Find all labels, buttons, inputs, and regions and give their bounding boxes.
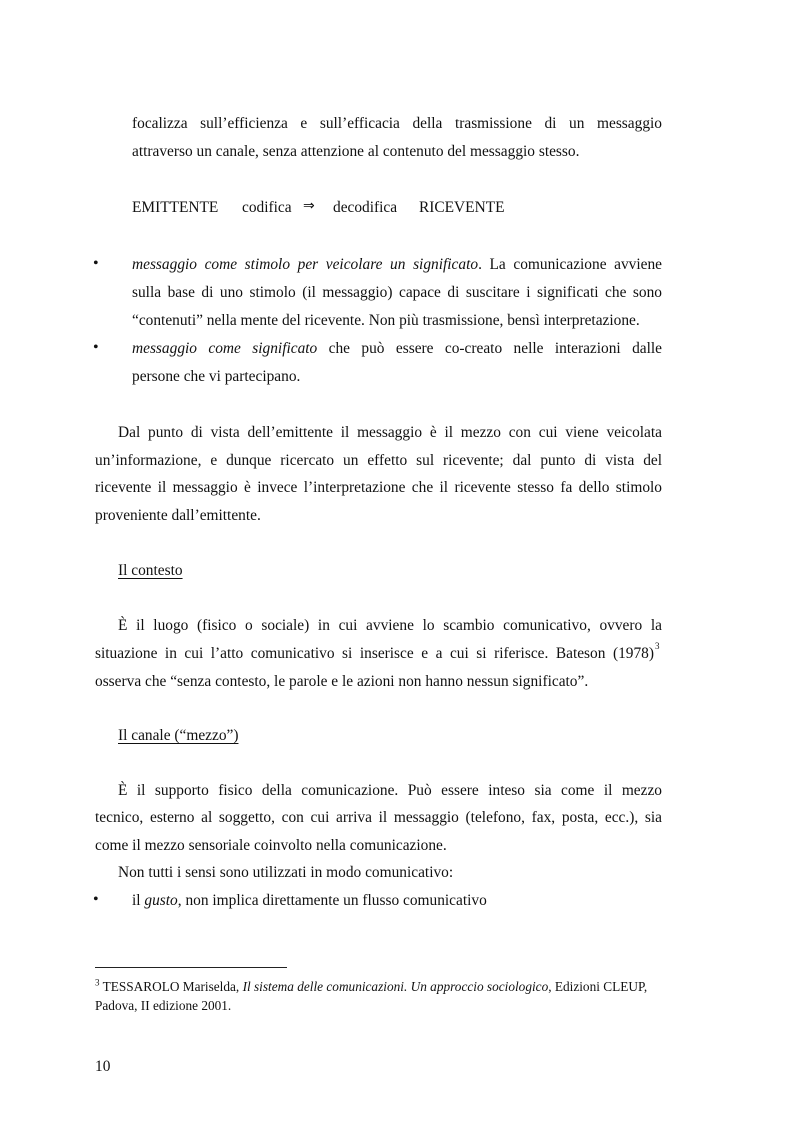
context-line-2: situazione in cui l’atto comunicativo si inserisce e a cui si riferisce. Bateson (1978) bbox=[95, 645, 654, 662]
bullet-1-italic: messaggio come stimolo per veicolare un significato bbox=[132, 256, 479, 273]
bullet-1-rest: . La comunicazione avviene bbox=[478, 256, 663, 273]
schema-encode: codifica bbox=[242, 199, 292, 216]
bullet-2-italic: messaggio come significato bbox=[132, 340, 318, 357]
footnote-number: 3 bbox=[95, 977, 100, 988]
footnote-rest: , Edizioni CLEUP, bbox=[548, 979, 648, 994]
bullet-2-line-2: persone che vi partecipano. bbox=[132, 368, 301, 385]
section-heading-channel: Il canale (“mezzo”) bbox=[118, 727, 239, 744]
channel-line-2: tecnico, esterno al soggetto, con cui arriva il messaggio (telefono, fax, posta, ecc.), sia bbox=[95, 809, 662, 826]
bullet-2-rest: che può essere co-creato nelle interazioni dalle bbox=[317, 340, 662, 357]
schema-decode: decodifica bbox=[333, 199, 398, 216]
channel-line-1: È il supporto fisico della comunicazione. Può essere inteso sia come il mezzo bbox=[118, 782, 662, 799]
bullet-1-line-1 bbox=[132, 256, 662, 274]
bullet-marker: • bbox=[93, 255, 99, 272]
paragraph-message-line-4: proveniente dall’emittente. bbox=[95, 507, 261, 524]
schema-sender: EMITTENTE bbox=[132, 199, 219, 216]
paragraph-top-line-2: attraverso un canale, senza attenzione al contenuto del messaggio stesso. bbox=[132, 143, 580, 160]
bullet-1-line-2: sulla base di uno stimolo (il messaggio) capace di suscitare i significati che sono bbox=[132, 284, 662, 301]
bullet-1-line-3: “contenuti” nella mente del ricevente. Non più trasmissione, bensì interpretazione. bbox=[132, 312, 640, 329]
channel-bullet-italic: gusto bbox=[144, 892, 178, 909]
channel-line-4: Non tutti i sensi sono utilizzati in modo comunicativo: bbox=[118, 864, 454, 881]
channel-bullet-taste bbox=[132, 892, 487, 910]
paragraph-message-line-2: un’informazione, e dunque ricercato un effetto sul ricevente; dal punto di vista del bbox=[95, 452, 662, 469]
channel-bullet-pre: il bbox=[132, 892, 145, 909]
footnote-reference: 3 bbox=[655, 641, 660, 651]
schema-receiver: RICEVENTE bbox=[419, 199, 505, 216]
bullet-marker: • bbox=[93, 891, 99, 908]
context-line-1: È il luogo (fisico o sociale) in cui avviene lo scambio comunicativo, ovvero la bbox=[118, 617, 662, 634]
paragraph-top-line-1: focalizza sull’efficienza e sull’efficacia della trasmissione di un messaggio bbox=[132, 115, 662, 132]
paragraph-message-line-1: Dal punto di vista dell’emittente il messaggio è il mezzo con cui viene veicolata bbox=[118, 424, 662, 441]
bullet-2-line-1 bbox=[132, 340, 662, 358]
footnote bbox=[95, 977, 661, 1015]
footnote-title: Il sistema delle comunicazioni. Un approccio sociologico bbox=[242, 979, 549, 994]
channel-bullet-post: , non implica direttamente un flusso comunicativo bbox=[177, 892, 487, 909]
section-heading-context: Il contesto bbox=[118, 562, 183, 579]
footnote-author: TESSAROLO Mariselda, bbox=[99, 979, 243, 994]
schema-arrow-icon: ⇒ bbox=[303, 198, 315, 214]
channel-line-3: come il mezzo sensoriale coinvolto nella comunicazione. bbox=[95, 837, 447, 854]
paragraph-message-line-3: ricevente il messaggio è invece l’interpretazione che il ricevente stesso fa dello stimolo bbox=[95, 479, 662, 496]
context-line-3: osserva che “senza contesto, le parole e le azioni non hanno nessun significato”. bbox=[95, 673, 589, 690]
page-number: 10 bbox=[95, 1058, 111, 1075]
footnote-line-2: Padova, II edizione 2001. bbox=[95, 998, 232, 1013]
bullet-marker: • bbox=[93, 339, 99, 356]
footnote-separator bbox=[95, 967, 287, 968]
